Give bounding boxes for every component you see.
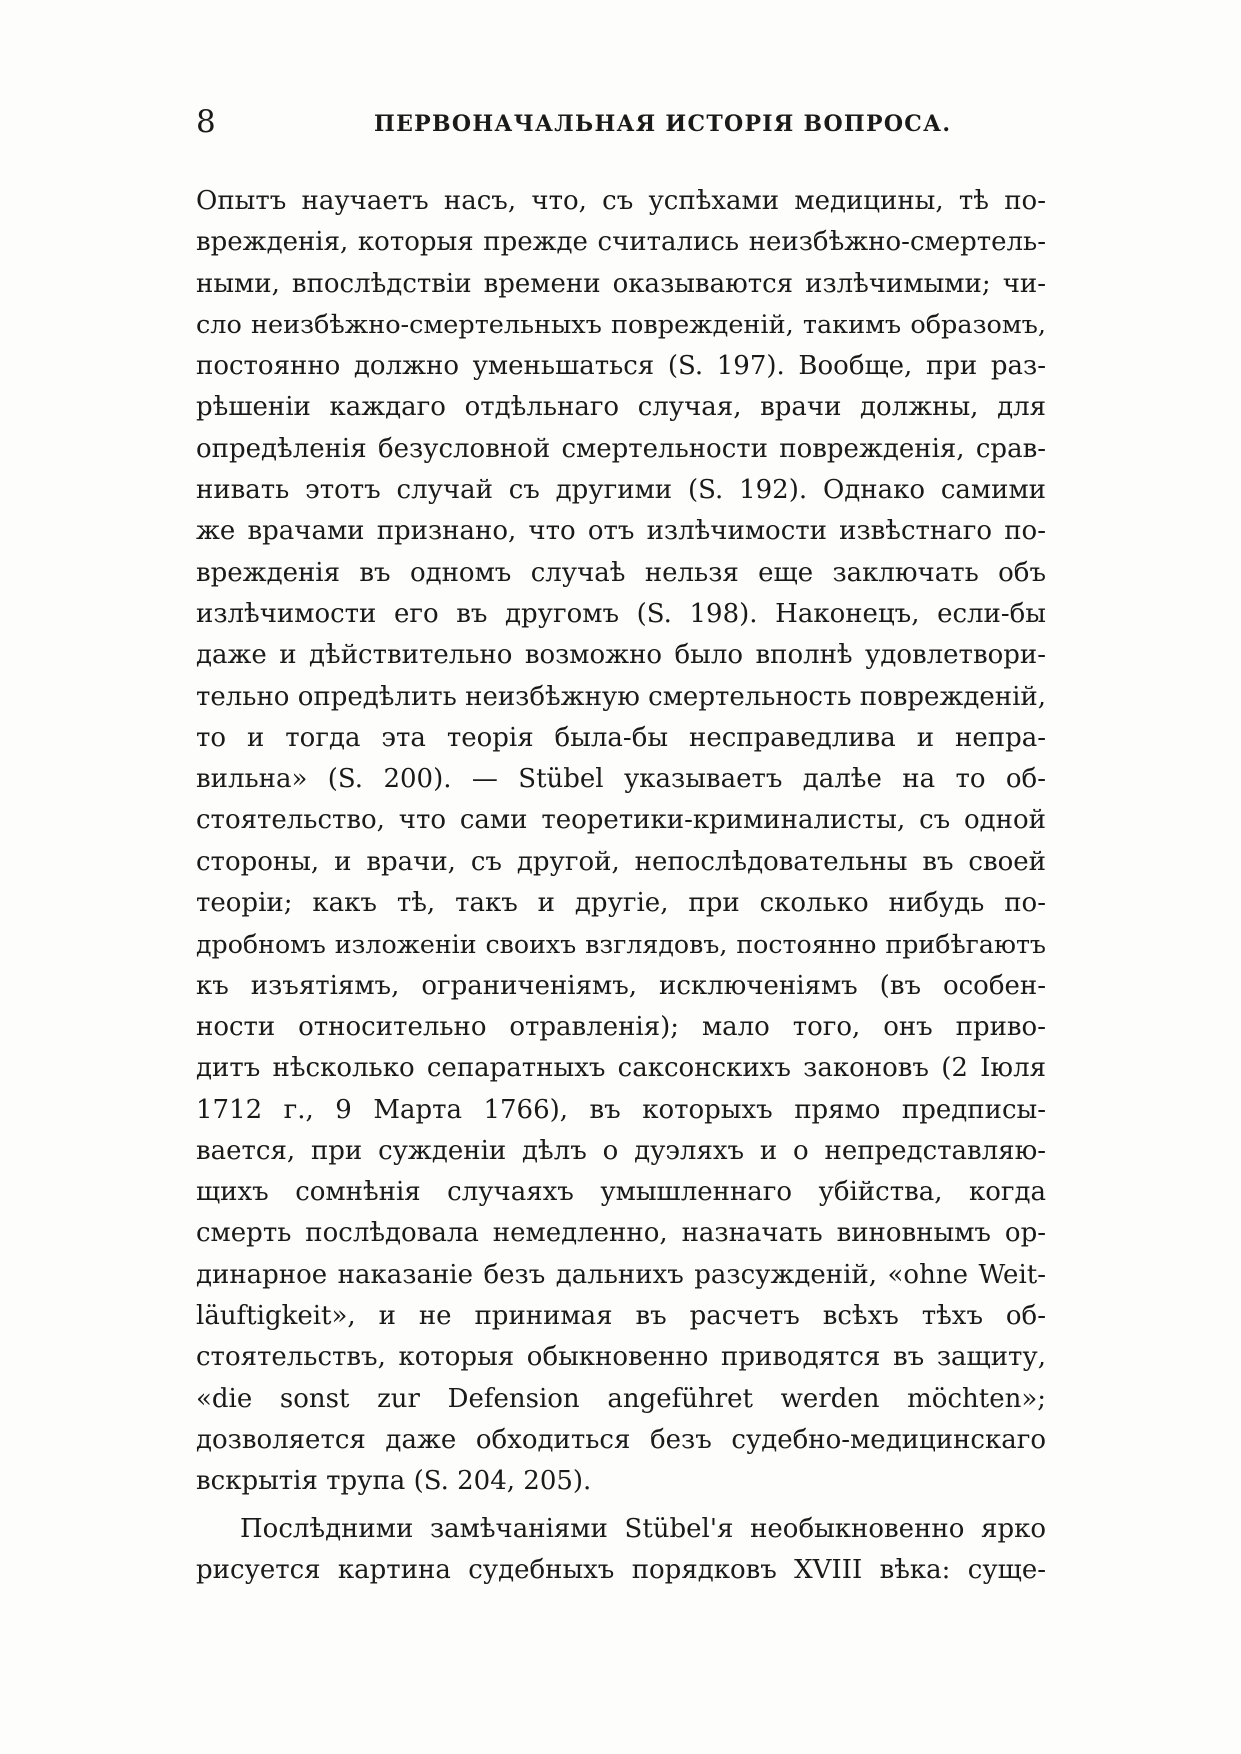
text-line: 1712 г., 9 Марта 1766), въ которыхъ прямо предписы- (196, 1094, 1046, 1125)
text-line: рисуется картина судебныхъ порядковъ XVIII вѣка: суще- (196, 1554, 1046, 1585)
text-line: стоятельство, что сами теоретики-криминалисты, съ одной (196, 805, 1046, 836)
text-line: дитъ нѣсколько сепаратныхъ саксонскихъ законовъ (2 Іюля (196, 1053, 1046, 1084)
running-title: ПЕРВОНАЧАЛЬНАЯ ИСТОРІЯ ВОПРОСА. (374, 111, 952, 137)
text-line: постоянно должно уменьшаться (S. 197). Вообще, при раз- (196, 351, 1046, 382)
text-line: вскрытія трупа (S. 204, 205). (196, 1466, 592, 1497)
text-line: смерть послѣдовала немедленно, назначать виновнымъ ор- (196, 1218, 1046, 1249)
paragraph (196, 181, 1046, 1503)
text-line: сло неизбѣжно-смертельныхъ поврежденій, такимъ образомъ, (196, 309, 1046, 340)
text-line: «die sonst zur Defension angeführet werden möchten»; (196, 1383, 1046, 1414)
text-line: ными, впослѣдствіи времени оказываются излѣчимыми; чи- (196, 268, 1046, 299)
text-line: излѣчимости его въ другомъ (S. 198). Наконецъ, если-бы (196, 598, 1046, 629)
text-line: нивать этотъ случай съ другими (S. 192). Однако самими (196, 475, 1046, 506)
text-line: динарное наказаніе безъ дальнихъ разсужденій, «ohne Weit- (196, 1259, 1046, 1290)
text-line: стоятельствъ, которыя обыкновенно приводятся въ защиту, (196, 1342, 1046, 1373)
text-line: врежденія, которыя прежде считались неизбѣжно-смертель- (196, 227, 1046, 258)
text-line: вильна» (S. 200). — Stübel указываетъ далѣе на то об- (196, 764, 1046, 795)
body-text (196, 181, 1046, 1591)
text-line: же врачами признано, что отъ излѣчимости извѣстнаго по- (196, 516, 1046, 547)
text-line: опредѣленія безусловной смертельности поврежденія, срав- (196, 433, 1046, 464)
text-line: даже и дѣйствительно возможно было вполнѣ удовлетвори- (196, 640, 1046, 671)
text-line: вается, при сужденіи дѣлъ о дуэляхъ и о непредставляю- (196, 1135, 1046, 1166)
text-line: къ изъятіямъ, ограниченіямъ, исключеніямъ (въ особен- (196, 970, 1046, 1001)
text-line: врежденія въ одномъ случаѣ нельзя еще заключать объ (196, 557, 1046, 588)
text-line: Опытъ научаетъ насъ, что, съ успѣхами медицины, тѣ по- (196, 186, 1046, 216)
page-number: 8 (196, 104, 216, 140)
text-line: ности относительно отравленія); мало того, онъ приво- (196, 1011, 1046, 1042)
text-line: тельно опредѣлить неизбѣжную смертельность поврежденій, (196, 681, 1046, 712)
text-line: дозволяется даже обходиться безъ судебно-медицинскаго (196, 1424, 1046, 1455)
text-line: стороны, и врачи, съ другой, непослѣдовательны въ своей (196, 846, 1046, 877)
text-line: läuftigkeit», и не принимая въ расчетъ всѣхъ тѣхъ об- (196, 1301, 1046, 1332)
text-line: щихъ сомнѣнія случаяхъ умышленнаго убійства, когда (196, 1177, 1046, 1208)
page-header (196, 100, 1056, 144)
text-line: теоріи; какъ тѣ, такъ и другіе, при сколько нибудь по- (196, 888, 1046, 919)
text-line: рѣшеніи каждаго отдѣльнаго случая, врачи должны, для (196, 392, 1046, 423)
text-line: дробномъ изложеніи своихъ взглядовъ, постоянно прибѣгаютъ (196, 930, 1046, 960)
paragraph (196, 1509, 1046, 1592)
text-line: Послѣдними замѣчаніями Stübel'я необыкновенно ярко (240, 1513, 1046, 1544)
text-line: то и тогда эта теорія была-бы несправедлива и непра- (196, 722, 1046, 753)
